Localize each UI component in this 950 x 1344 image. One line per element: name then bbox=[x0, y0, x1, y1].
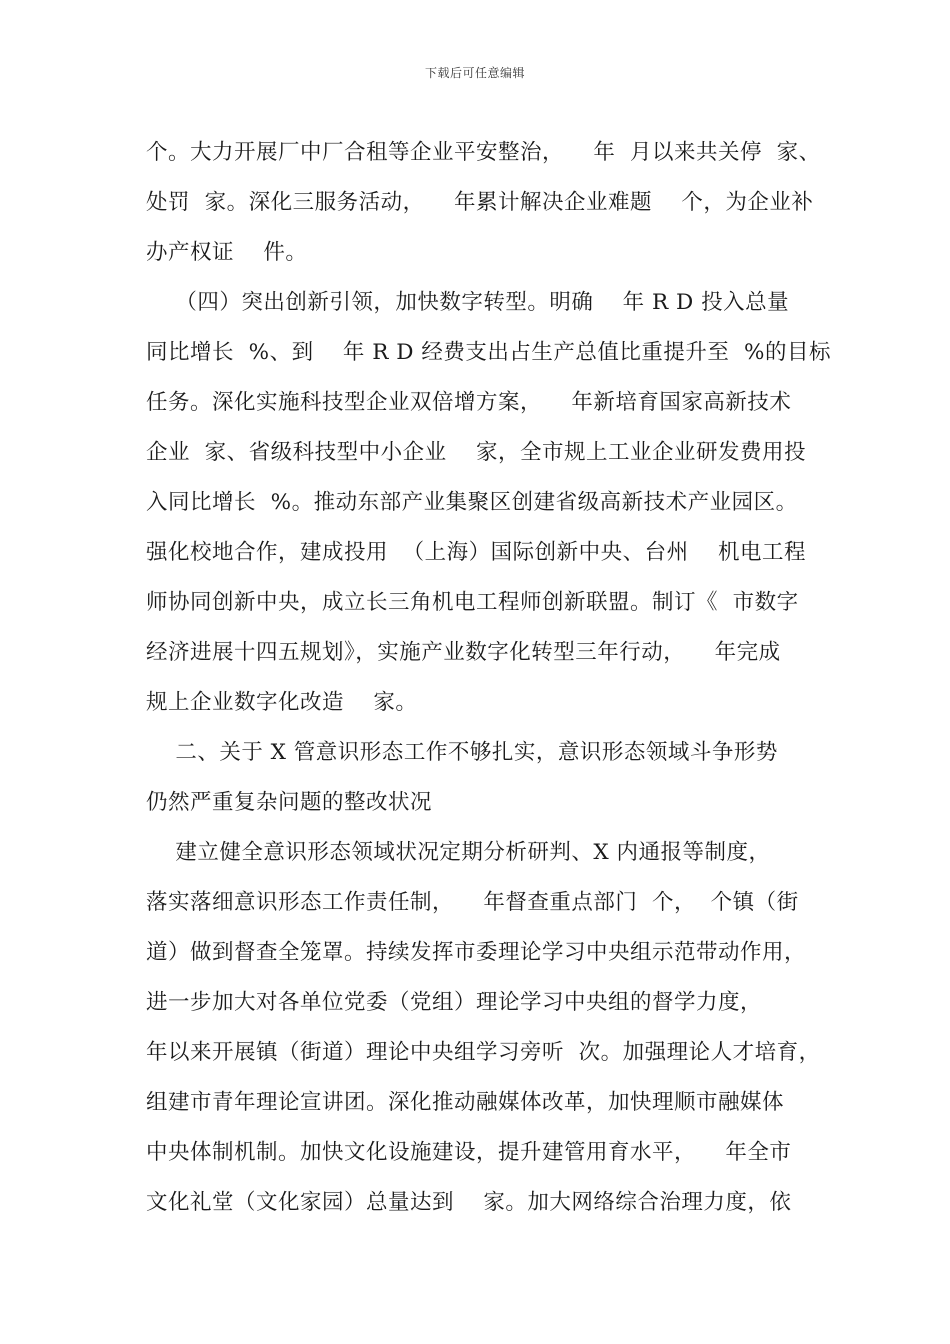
text-line: 师协同创新中央，成立长三角机电工程师创新联盟。制订《 市数字 bbox=[146, 590, 799, 615]
text-line: 办产权证 件。 bbox=[146, 240, 308, 265]
text-line: 年以来开展镇（街道）理论中央组学习旁听 次。加强理论人才培育， bbox=[146, 1040, 821, 1065]
text-line: （四）突出创新引领，加快数字转型。明确 年 R D 投入总量 bbox=[146, 290, 790, 315]
document-body bbox=[146, 128, 846, 1228]
text-line: 入同比增长 %。推动东部产业集聚区创建省级高新技术产业园区。 bbox=[146, 490, 798, 515]
text-line: 经济进展十四五规划》，实施产业数字化转型三年行动， 年完成 bbox=[146, 640, 781, 665]
text-line: 仍然严重复杂问题的整改状况 bbox=[146, 790, 433, 815]
text-line: 进一步加大对各单位党委（党组）理论学习中央组的督学力度， bbox=[146, 990, 763, 1015]
text-line: 二、关于 X 管意识形态工作不够扎实，意识形态领域斗争形势 bbox=[146, 740, 778, 765]
text-line: 企业 家、省级科技型中小企业 家，全市规上工业企业研发费用投 bbox=[146, 440, 807, 465]
text-line: 处罚 家。深化三服务活动， 年累计解决企业难题 个，为企业补 bbox=[146, 190, 814, 215]
text-line: 中央体制机制。加快文化设施建设，提升建管用育水平， 年全市 bbox=[146, 1140, 792, 1165]
text-line: 文化礼堂（文化家园）总量达到 家。加大网络综合治理力度，依 bbox=[146, 1190, 792, 1215]
text-line: 道）做到督查全笼罩。持续发挥市委理论学习中央组示范带动作用， bbox=[146, 940, 807, 965]
text-line: 同比增长 %、到 年 R D 经费支出占生产总值比重提升至 %的目标 bbox=[146, 340, 831, 365]
text-line: 任务。深化实施科技型企业双倍增方案， 年新培育国家高新技术 bbox=[146, 390, 792, 415]
text-line: 建立健全意识形态领域状况定期分析研判、X 内通报等制度， bbox=[146, 840, 771, 865]
text-line: 强化校地合作，建成投用 （上海）国际创新中央、台州 机电工程 bbox=[146, 540, 807, 565]
page-header: 下载后可任意编辑 bbox=[424, 66, 525, 80]
text-line: 落实落细意识形态工作责任制， 年督查重点部门 个， 个镇（街 bbox=[146, 890, 799, 915]
text-line: 规上企业数字化改造 家。 bbox=[146, 690, 418, 715]
text-line: 组建市青年理论宣讲团。深化推动融媒体改革，加快理顺市融媒体 bbox=[146, 1090, 785, 1115]
text-line: 个。大力开展厂中厂合租等企业平安整治， 年 月以来共关停 家、 bbox=[146, 140, 821, 165]
